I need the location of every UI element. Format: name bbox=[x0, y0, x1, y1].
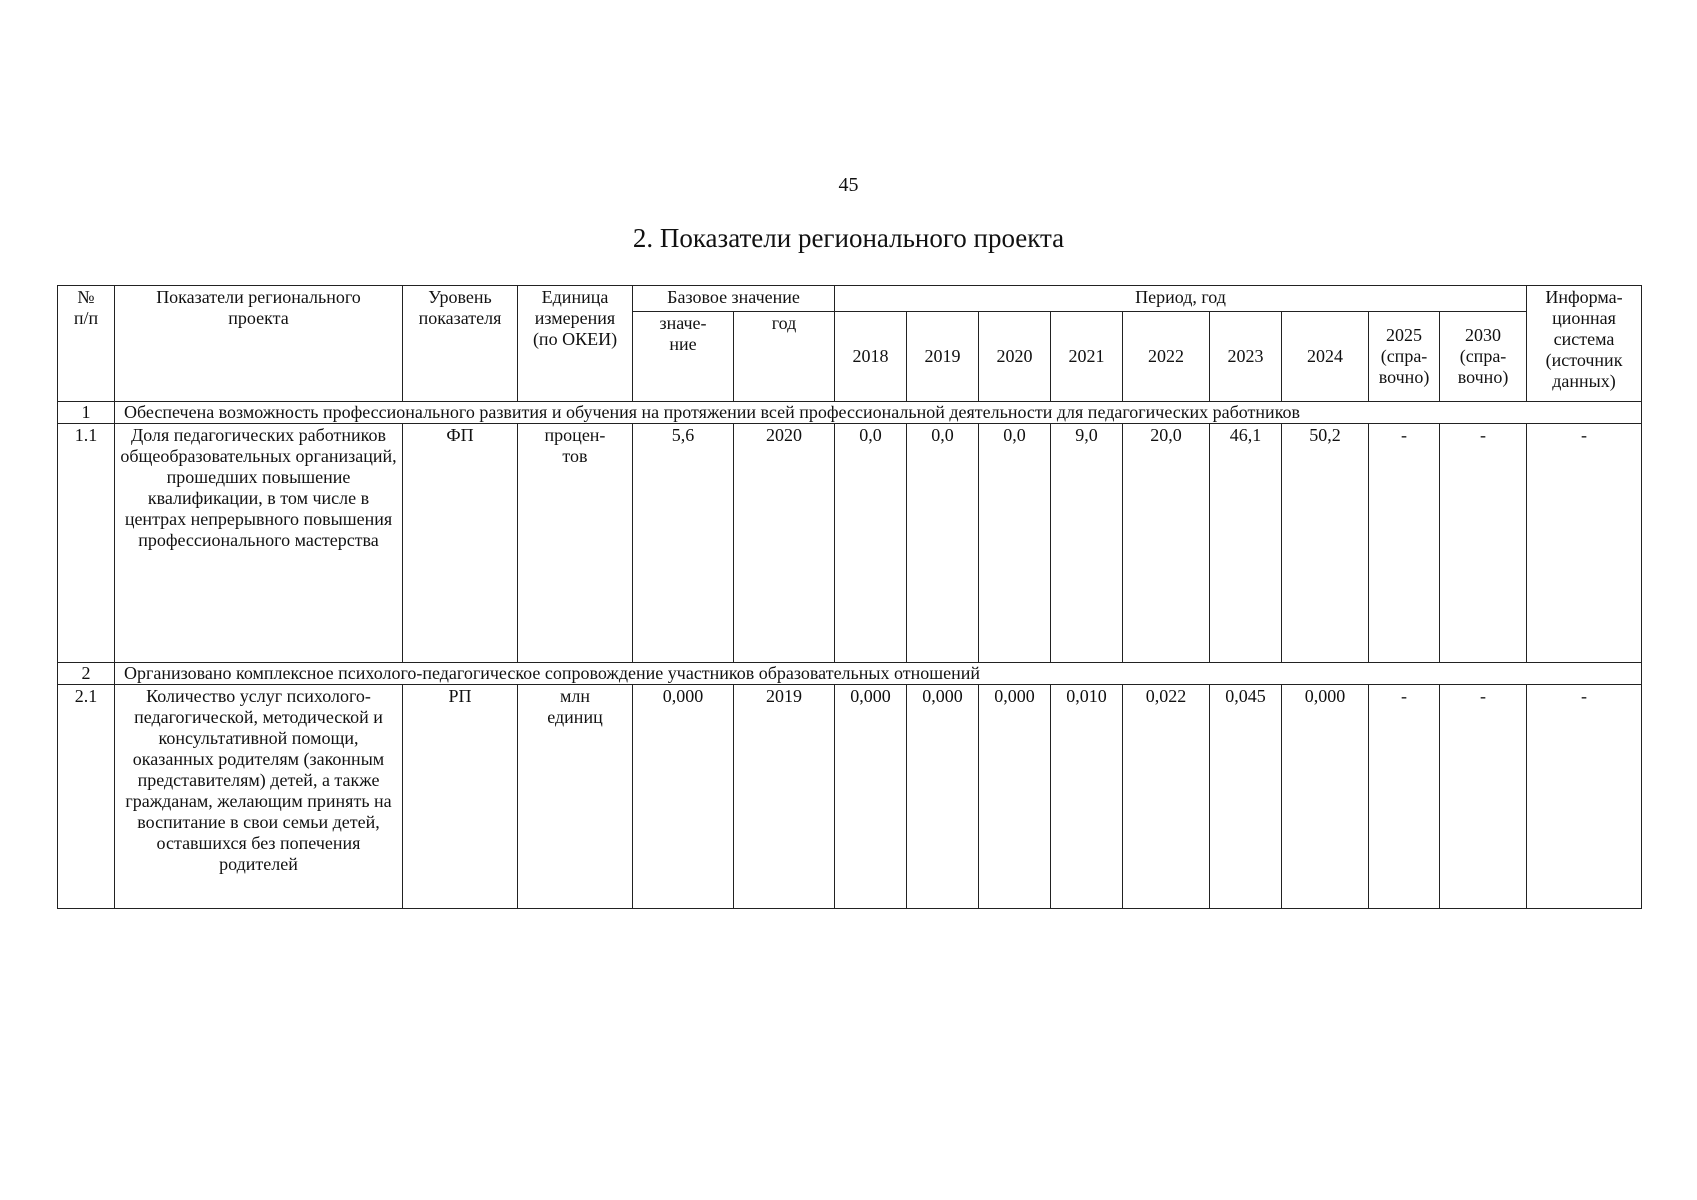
section-title: Организовано комплексное психолого-педагогическое сопровождение участников образовательных отношений bbox=[115, 663, 1642, 685]
header-indicator: Показатели регионального проекта bbox=[115, 286, 403, 402]
row-value-2023: 0,045 bbox=[1210, 685, 1282, 909]
header-year-2023: 2023 bbox=[1210, 312, 1282, 402]
table-row bbox=[58, 685, 1642, 909]
row-value-2021: 0,010 bbox=[1051, 685, 1123, 909]
header-unit: Единица измерения (по ОКЕИ) bbox=[518, 286, 633, 402]
header-year-2021: 2021 bbox=[1051, 312, 1123, 402]
row-indicator-name: Количество услуг психолого-педагогической, методической и консультативной помощи, оказанных родителям (законным представителям) детей, а также гражданам, желающим принять на воспитание в свои семьи детей, оставшихся без попечения родителей bbox=[115, 685, 403, 909]
row-num: 1.1 bbox=[58, 424, 115, 663]
header-info: Информа- ционная система (источник данных) bbox=[1527, 286, 1642, 402]
row-base-year: 2020 bbox=[734, 424, 835, 663]
row-level: ФП bbox=[403, 424, 518, 663]
section-row bbox=[58, 663, 1642, 685]
row-value-2024: 50,2 bbox=[1282, 424, 1369, 663]
header-year-2020: 2020 bbox=[979, 312, 1051, 402]
row-base-year: 2019 bbox=[734, 685, 835, 909]
page-number: 45 bbox=[838, 174, 859, 196]
row-indicator-name: Доля педагогических работников общеобразовательных организаций, прошедших повышение квалификации, в том числе в центрах непрерывного повышения профессионального мастерства bbox=[115, 424, 403, 663]
row-value-2023: 46,1 bbox=[1210, 424, 1282, 663]
row-value-2030: - bbox=[1440, 685, 1527, 909]
header-year-2030: 2030 (спра- вочно) bbox=[1440, 312, 1527, 402]
row-value-2024: 0,000 bbox=[1282, 685, 1369, 909]
header-level: Уровень показателя bbox=[403, 286, 518, 402]
row-base-value: 0,000 bbox=[633, 685, 734, 909]
row-base-value: 5,6 bbox=[633, 424, 734, 663]
indicators-table bbox=[57, 285, 1642, 909]
header-year-2025: 2025 (спра- вочно) bbox=[1369, 312, 1440, 402]
row-value-2019: 0,000 bbox=[907, 685, 979, 909]
header-year-2018: 2018 bbox=[835, 312, 907, 402]
section-num: 1 bbox=[58, 402, 115, 424]
header-year-2019: 2019 bbox=[907, 312, 979, 402]
header-year-2024: 2024 bbox=[1282, 312, 1369, 402]
row-unit: процен- тов bbox=[518, 424, 633, 663]
row-value-2020: 0,0 bbox=[979, 424, 1051, 663]
row-num: 2.1 bbox=[58, 685, 115, 909]
row-unit: млн единиц bbox=[518, 685, 633, 909]
row-value-2030: - bbox=[1440, 424, 1527, 663]
header-base-value: значе- ние bbox=[633, 312, 734, 402]
header-period: Период, год bbox=[835, 286, 1527, 312]
row-info-system: - bbox=[1527, 685, 1642, 909]
header-base-year: год bbox=[734, 312, 835, 402]
row-value-2018: 0,000 bbox=[835, 685, 907, 909]
row-info-system: - bbox=[1527, 424, 1642, 663]
row-value-2021: 9,0 bbox=[1051, 424, 1123, 663]
header-year-2022: 2022 bbox=[1123, 312, 1210, 402]
section-row bbox=[58, 402, 1642, 424]
page-title: 2. Показатели регионального проекта bbox=[632, 223, 1065, 253]
header-num: № п/п bbox=[58, 286, 115, 402]
row-value-2019: 0,0 bbox=[907, 424, 979, 663]
row-value-2025: - bbox=[1369, 424, 1440, 663]
row-value-2022: 0,022 bbox=[1123, 685, 1210, 909]
section-title: Обеспечена возможность профессионального развития и обучения на протяжении всей профессиональной деятельности для педагогических работников bbox=[115, 402, 1642, 424]
row-value-2020: 0,000 bbox=[979, 685, 1051, 909]
row-value-2025: - bbox=[1369, 685, 1440, 909]
row-level: РП bbox=[403, 685, 518, 909]
row-value-2022: 20,0 bbox=[1123, 424, 1210, 663]
row-value-2018: 0,0 bbox=[835, 424, 907, 663]
table-row bbox=[58, 424, 1642, 663]
section-num: 2 bbox=[58, 663, 115, 685]
header-base: Базовое значение bbox=[633, 286, 835, 312]
